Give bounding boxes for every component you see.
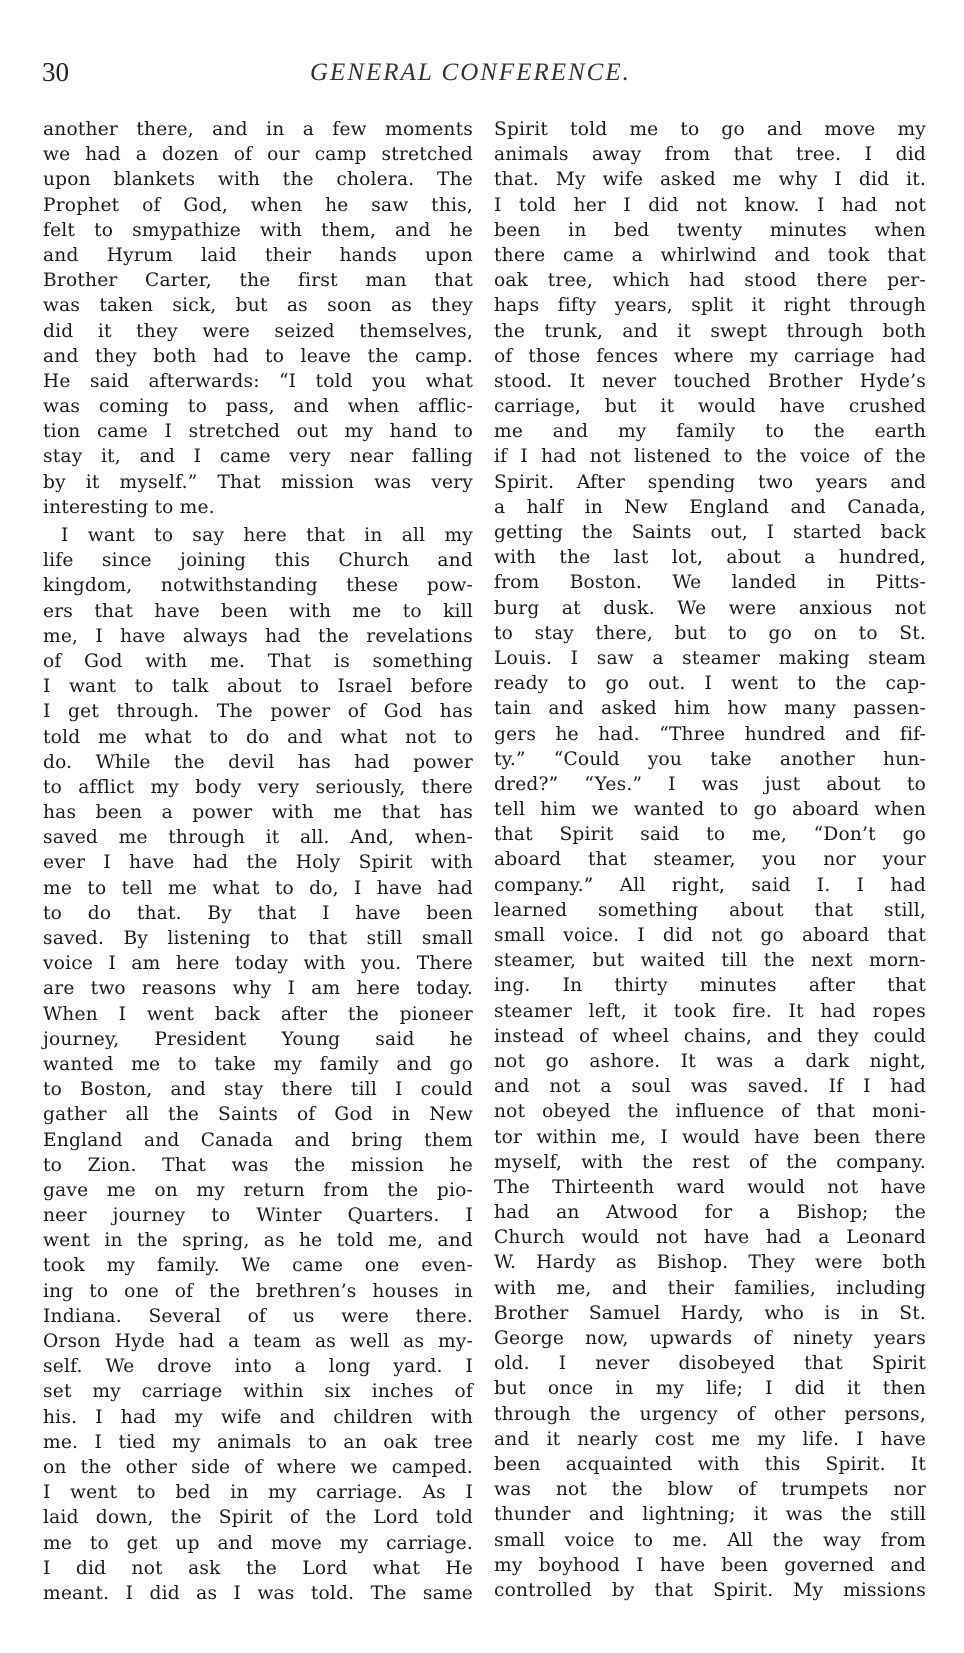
text-line: the trunk, and it swept through both: [494, 320, 926, 342]
text-line: self. We drove into a long yard. I: [43, 1356, 473, 1378]
text-line: to Boston, and stay there till I could: [43, 1079, 473, 1101]
text-line: but once in my life; I did it then: [494, 1378, 926, 1400]
text-line: ing. In thirty minutes after that: [494, 975, 926, 997]
text-line: neer journey to Winter Quarters. I: [43, 1205, 473, 1227]
text-line: Spirit told me to go and move my: [494, 119, 926, 140]
text-line: to Zion. That was the mission he: [43, 1154, 473, 1176]
text-line: ty.” “Could you take another hun-: [494, 748, 926, 770]
text-line: Church would not have had a Leonard: [494, 1227, 926, 1249]
text-line: stood. It never touched Brother Hyde’s: [494, 370, 926, 392]
text-line: gave me on my return from the pio-: [43, 1179, 473, 1201]
text-line: instead of wheel chains, and they could: [494, 1025, 926, 1047]
text-line: of God with me. That is something: [43, 650, 473, 672]
text-line: carriage, but it would have crushed: [494, 396, 926, 418]
text-line: are two reasons why I am here today.: [43, 978, 473, 1000]
text-line: that. My wife asked me why I did it.: [494, 169, 926, 191]
text-line: went in the spring, as he told me, and: [43, 1230, 473, 1252]
text-line: with the last lot, about a hundred,: [494, 547, 926, 569]
text-line: gers he had. “Three hundred and fif-: [494, 723, 926, 745]
text-line: tor within me, I would have been there: [494, 1126, 926, 1148]
text-line: controlled by that Spirit. My missions: [494, 1579, 926, 1601]
text-line: dred?” “Yes.” I was just about to: [494, 773, 926, 795]
text-line: of those fences where my carriage had: [494, 345, 926, 367]
text-line: When I went back after the pioneer: [43, 1003, 473, 1025]
text-line: George now, upwards of ninety years: [494, 1328, 926, 1349]
text-line: Orson Hyde had a team as well as my-: [43, 1331, 473, 1352]
text-line: getting the Saints out, I started back: [494, 522, 926, 543]
text-line: been acquainted with this Spirit. It: [494, 1453, 926, 1475]
text-line: steamer, but waited till the next morn-: [494, 950, 926, 972]
text-line: England and Canada and bring them: [43, 1129, 473, 1151]
text-line: told me what to do and what not to: [43, 726, 473, 748]
text-line: had an Atwood for a Bishop; the: [494, 1202, 926, 1224]
text-line: gather all the Saints of God in New: [43, 1104, 473, 1126]
text-line: Spirit. After spending two years and: [494, 471, 926, 493]
text-line: life since joining this Church and: [43, 550, 473, 572]
text-line: did it they were seized themselves,: [43, 320, 473, 342]
left-column: [43, 117, 473, 1606]
text-line: felt to smypathize with them, and he: [43, 219, 473, 241]
text-line: tell him we wanted to go aboard when: [494, 799, 926, 821]
text-line: set my carriage within six inches of: [43, 1381, 473, 1403]
text-line: Indiana. Several of us were there.: [43, 1305, 473, 1327]
text-line: small voice. I did not go aboard that: [494, 925, 926, 946]
text-line: and it nearly cost me my life. I have: [494, 1428, 926, 1450]
text-line: I want to talk about to Israel before: [43, 676, 473, 698]
text-line: haps fifty years, split it right through: [494, 295, 926, 317]
left-paragraph-1: [43, 117, 473, 520]
text-line: ing to one of the brethren’s houses in: [43, 1280, 473, 1302]
text-line: burg at dusk. We were anxious not: [494, 597, 926, 619]
text-line: I want to say here that in all my: [61, 525, 473, 546]
text-line: learned something about that still,: [494, 899, 926, 921]
text-line: me to get up and move my carriage.: [43, 1532, 473, 1554]
left-paragraph-2: [43, 523, 473, 1606]
text-line: there came a whirlwind and took that: [494, 244, 926, 266]
text-line: meant. I did as I was told. The same: [43, 1582, 473, 1604]
text-line: upon blankets with the cholera. The: [43, 169, 473, 191]
text-line: oak tree, which had stood there per-: [494, 270, 926, 292]
text-line: we had a dozen of our camp stretched: [43, 144, 473, 166]
text-line: interesting to me.: [43, 496, 215, 518]
text-line: small voice to me. All the way from: [494, 1529, 926, 1551]
text-line: ever I have had the Holy Spirit with: [43, 852, 473, 874]
text-line: animals away from that tree. I did: [494, 144, 926, 166]
right-paragraph: [494, 117, 926, 1603]
text-line: been in bed twenty minutes when: [494, 219, 926, 241]
text-line: and not a soul was saved. If I had: [494, 1076, 926, 1098]
text-line: another there, and in a few moments: [43, 119, 473, 140]
running-head: GENERAL CONFERENCE.: [310, 59, 631, 86]
page-header: [0, 55, 964, 95]
text-line: from Boston. We landed in Pitts-: [494, 572, 926, 594]
text-line: tain and asked him how many passen-: [494, 698, 926, 720]
text-line: ready to go out. I went to the cap-: [494, 673, 926, 695]
text-line: was not the blow of trumpets nor: [494, 1479, 926, 1501]
text-line: his. I had my wife and children with: [43, 1406, 473, 1428]
text-line: me, I have always had the revelations: [43, 625, 473, 647]
page-number: 30: [42, 57, 69, 87]
text-line: and they both had to leave the camp.: [43, 345, 473, 367]
text-line: saved. By listening to that still small: [43, 928, 473, 949]
text-line: voice I am here today with you. There: [43, 953, 473, 975]
text-line: and Hyrum laid their hands upon: [43, 244, 473, 266]
text-line: to stay there, but to go on to St.: [494, 622, 926, 644]
text-line: was coming to pass, and when afflic-: [43, 396, 473, 418]
text-line: that Spirit said to me, “Don’t go: [494, 824, 926, 846]
text-line: saved me through it all. And, when-: [43, 827, 473, 849]
text-line: me to tell me what to do, I have had: [43, 877, 473, 899]
text-line: me and my family to the earth: [494, 421, 926, 443]
text-line: on the other side of where we camped.: [43, 1456, 473, 1478]
text-line: was taken sick, but as soon as they: [43, 295, 473, 317]
text-line: through the urgency of other persons,: [494, 1403, 926, 1425]
text-line: I did not ask the Lord what He: [43, 1557, 473, 1579]
text-line: do. While the devil has had power: [43, 751, 473, 773]
text-line: steamer left, it took fire. It had ropes: [494, 1000, 926, 1022]
text-line: Brother Carter, the first man that: [43, 270, 473, 292]
right-column: [494, 117, 926, 1603]
text-line: my boyhood I have been governed and: [494, 1554, 926, 1576]
text-line: me. I tied my animals to an oak tree: [43, 1431, 473, 1453]
text-line: The Thirteenth ward would not have: [494, 1176, 926, 1198]
text-line: old. I never disobeyed that Spirit: [494, 1353, 926, 1375]
text-line: myself, with the rest of the company.: [494, 1151, 926, 1173]
text-line: I get through. The power of God has: [43, 701, 473, 723]
text-line: Prophet of God, when he saw this,: [43, 194, 473, 216]
text-line: by it myself.” That mission was very: [43, 471, 473, 493]
text-line: W. Hardy as Bishop. They were both: [494, 1252, 926, 1274]
text-line: a half in New England and Canada,: [494, 496, 926, 518]
text-line: if I had not listened to the voice of the: [494, 446, 926, 468]
text-line: Louis. I saw a steamer making steam: [494, 647, 926, 669]
text-line: wanted me to take my family and go: [43, 1053, 473, 1075]
text-line: Brother Samuel Hardy, who is in St.: [494, 1302, 926, 1324]
text-line: thunder and lightning; it was the still: [494, 1504, 926, 1526]
text-line: to do that. By that I have been: [43, 902, 473, 924]
text-line: to afflict my body very seriously, there: [43, 776, 473, 798]
text-line: I told her I did not know. I had not: [494, 194, 926, 216]
text-line: with me, and their families, including: [494, 1277, 926, 1299]
text-line: ers that have been with me to kill: [43, 600, 473, 622]
text-line: journey, President Young said he: [43, 1028, 473, 1050]
text-line: not go ashore. It was a dark night,: [494, 1050, 926, 1072]
text-line: stay it, and I came very near falling: [43, 446, 473, 468]
text-line: has been a power with me that has: [43, 802, 473, 824]
text-line: I went to bed in my carriage. As I: [43, 1482, 473, 1504]
text-line: not obeyed the influence of that moni-: [494, 1101, 926, 1123]
text-line: tion came I stretched out my hand to: [43, 421, 473, 443]
text-line: company.” All right, said I. I had: [494, 874, 926, 896]
text-line: He said afterwards: “I told you what: [43, 370, 473, 392]
text-line: kingdom, notwithstanding these pow-: [43, 575, 473, 597]
text-line: took my family. We came one even-: [43, 1255, 473, 1277]
text-line: aboard that steamer, you nor your: [494, 849, 926, 871]
text-line: laid down, the Spirit of the Lord told: [43, 1507, 473, 1529]
